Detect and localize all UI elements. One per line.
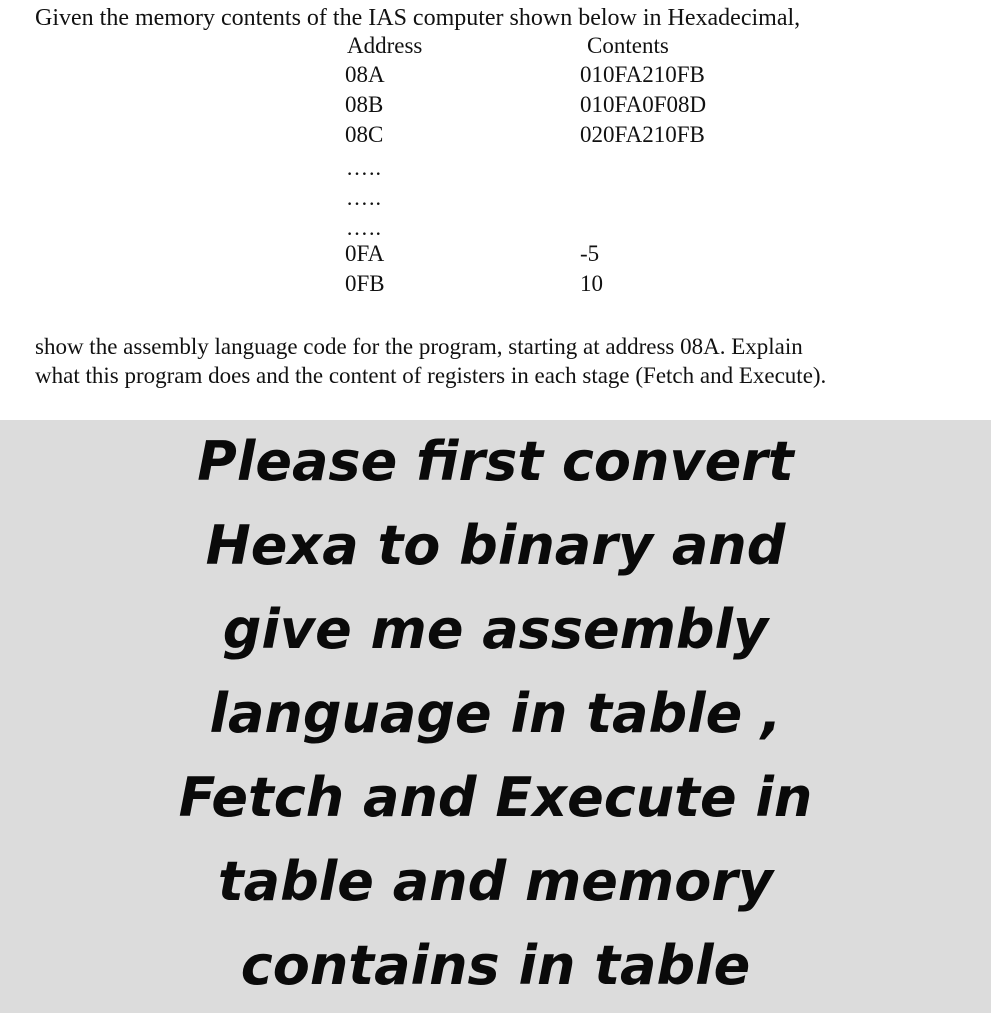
row-contents: 010FA210FB — [580, 62, 705, 87]
request-line: Fetch and Execute in — [178, 766, 813, 829]
request-text — [0, 420, 991, 1008]
footer-line: what this program does and the content of registers in each stage (Fetch and Execute). — [35, 363, 827, 388]
row-address: 0FA — [345, 241, 385, 266]
question-panel — [0, 0, 991, 420]
row-address: 0FB — [345, 271, 385, 296]
row-contents: 010FA0F08D — [580, 92, 707, 117]
footer-line: show the assembly language code for the program, starting at address 08A. Explain — [35, 334, 803, 359]
row-address: 08C — [345, 122, 384, 147]
request-panel — [0, 420, 991, 1013]
question-footer — [35, 332, 826, 390]
request-line: table and memory — [217, 850, 774, 913]
question-intro: Given the memory contents of the IAS computer shown below in Hexadecimal, — [35, 5, 801, 31]
ellipsis-row: ….. — [346, 155, 382, 180]
address-header: Address — [347, 33, 423, 58]
contents-header: Contents — [587, 33, 669, 58]
request-line: language in table , — [209, 682, 782, 745]
row-address: 08A — [345, 62, 385, 87]
row-contents: -5 — [580, 241, 600, 266]
row-address: 08B — [345, 92, 384, 117]
row-contents: 020FA210FB — [580, 122, 705, 147]
request-line: Hexa to binary and — [205, 514, 786, 577]
ellipsis-row: ….. — [346, 215, 382, 240]
request-line: Please first convert — [197, 430, 794, 493]
ellipsis-row: ….. — [346, 185, 382, 210]
row-contents: 10 — [580, 271, 603, 296]
request-line: contains in table — [240, 934, 751, 997]
request-line: give me assembly — [222, 598, 769, 661]
